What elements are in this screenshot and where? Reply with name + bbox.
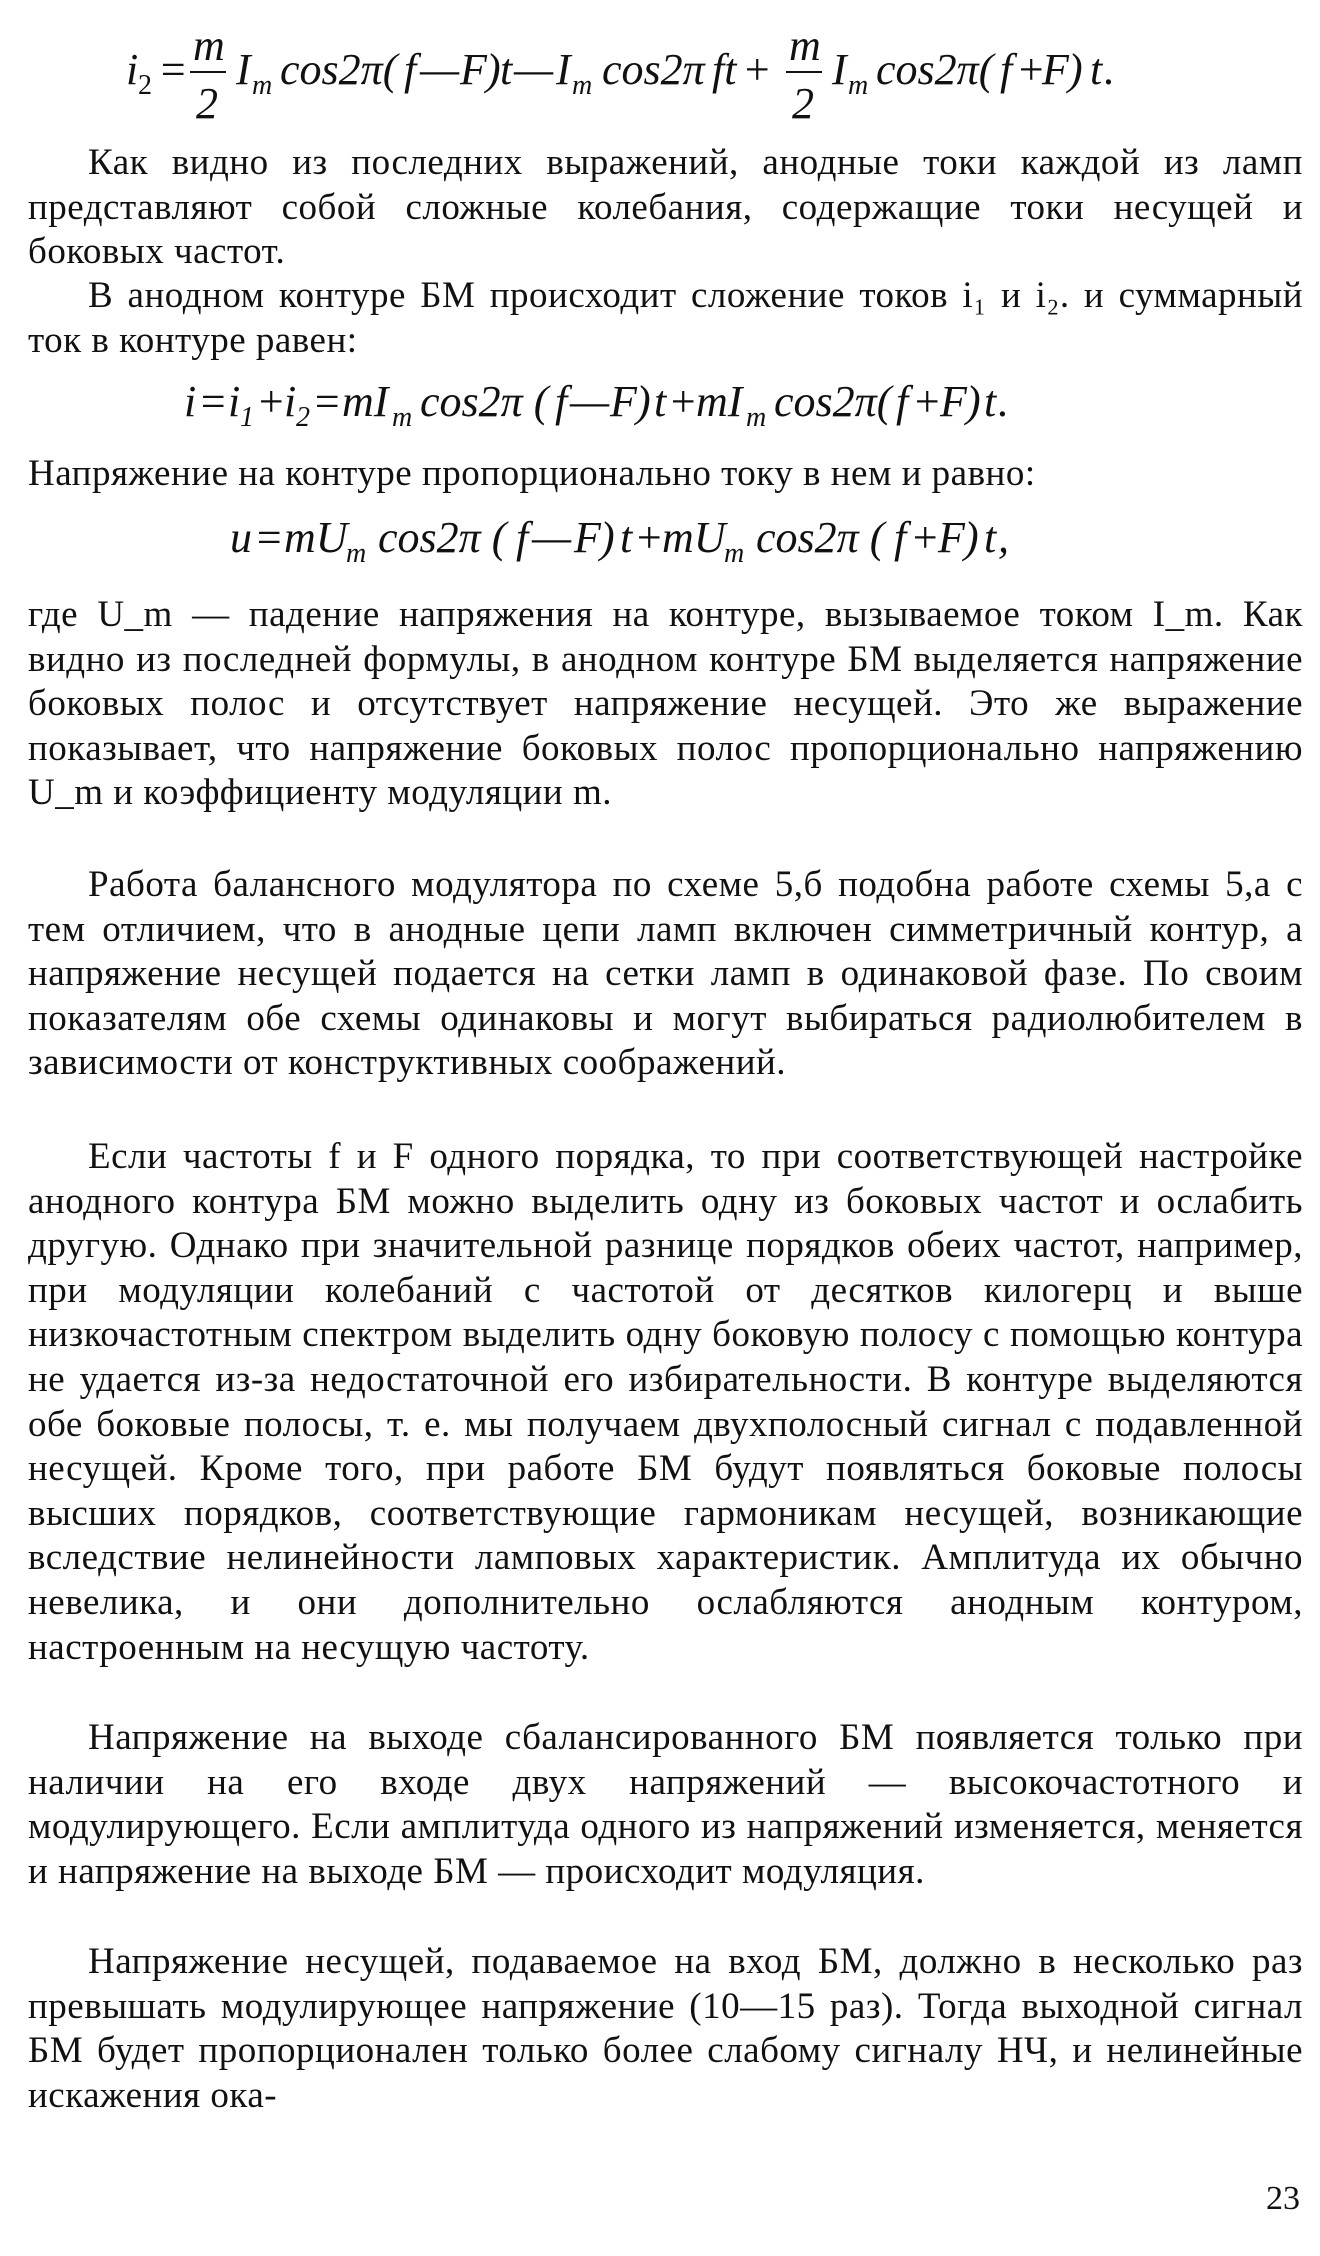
paragraph-anode-currents: Как видно из последних выражений, анодные токи каждой из ламп представляют собой сложные колебания, содержащие токи несущей и боковых частот. (28, 142, 1303, 273)
svg-text:+: + (912, 377, 942, 426)
paragraph-voltage-drop: где U_m — падение напряжения на контуре, вызываемое током I_m. Как видно из последней формулы, в анодном контуре БМ выделяется напряжение боковых полос и отсутствует напряжение несущей. Это же выражение показывает, что напряжение боковых полос пропорционально напряжению U_m и коэффициенту модуляции m. (28, 594, 1303, 814)
svg-text:i: i (284, 377, 297, 426)
svg-text:cos2π(: cos2π( (774, 377, 892, 426)
svg-text:.: . (998, 377, 1009, 426)
svg-text:F: F (938, 513, 965, 562)
formula-u-render (0, 506, 1320, 576)
svg-text:cos2π: cos2π (602, 45, 705, 94)
svg-text:m: m (252, 70, 273, 101)
svg-text:=: = (312, 377, 342, 426)
svg-text:+: + (1016, 45, 1046, 94)
svg-text:+: + (742, 45, 772, 94)
formula-i2-render (0, 18, 1320, 128)
svg-text:t: t (620, 513, 633, 562)
svg-text:f: f (555, 377, 568, 426)
paragraph-carrier-voltage: Напряжение несущей, подаваемое на вход БМ, должно в несколько раз превышать модулирующее напряжение (10—15 раз). Тогда выходной сигнал БМ будет пропорционален только более слабому сигналу НЧ, и нелинейные искажения ока- (28, 1941, 1303, 2116)
paragraph-sideband-selection: Если частоты f и F одного порядка, то при соответствующей настройке анодного контура БМ можно выделить одну из боковых частот и ослабить другую. Однако при значительной разнице порядков обеих частот, например, при модуляции колебаний с частотой от десятков килогерц и выше низкочастотным спектром выделить одну боковую полосу с помощью контура не удается из-за недостаточной его избирательности. В контуре выделяются обе боковые полосы, т. е. мы получаем двухполосный сигнал с подавленной несущей. Кроме того, при работе БМ будут появляться боковые полосы высших порядков, соответствующие гармоникам несущей, возникающие вследствие нелинейности ламповых характеристик. Амплитуда их обычно невелика, и они дополнительно ослабляются анодным контуром, настроенным на несущую частоту. (28, 1136, 1303, 1668)
svg-text:m: m (193, 21, 225, 70)
svg-text:2: 2 (196, 79, 218, 128)
paragraph-current-sum: В анодном контуре БМ происходит сложение токов i₁ и i₂. и суммарный ток в контуре равен: (28, 275, 1303, 361)
svg-text:+: + (634, 513, 664, 562)
svg-text:): ) (964, 513, 979, 562)
formula-i-total-render (0, 370, 1320, 440)
paragraph-output-voltage: Напряжение на выходе сбалансированного БМ появляется только при наличии на его входе двух напряжений — высокочастотного и модулирующего. Если амплитуда одного из напряжений изменяется, меняется и напряжение на выходе БМ — происходит модуляция. (28, 1717, 1303, 1892)
svg-text:m: m (392, 402, 413, 433)
svg-text:F: F (574, 513, 601, 562)
svg-text:t: t (654, 377, 667, 426)
svg-text:mI: mI (342, 377, 389, 426)
svg-text:): ) (966, 377, 981, 426)
svg-text:—: — (514, 45, 554, 94)
svg-text:2: 2 (138, 70, 152, 101)
svg-text:): ) (636, 377, 651, 426)
svg-text:+: + (910, 513, 940, 562)
svg-text:—: — (532, 513, 572, 562)
svg-text:m: m (746, 402, 767, 433)
svg-text:mU: mU (284, 513, 348, 562)
svg-text:cos2π (: cos2π ( (756, 513, 885, 562)
svg-text:u: u (230, 513, 252, 562)
svg-text:—: — (420, 45, 460, 94)
svg-text:1: 1 (240, 402, 254, 433)
svg-text:I: I (556, 45, 571, 94)
svg-text:): ) (1068, 45, 1083, 94)
svg-text:cos2π (: cos2π ( (420, 377, 549, 426)
svg-text:m: m (572, 70, 593, 101)
svg-text:,: , (998, 513, 1009, 562)
svg-text:.: . (1104, 45, 1115, 94)
paragraph-balanced-modulator: Работа балансного модулятора по схеме 5,б подобна работе схемы 5,а с тем отличием, что в анодные цепи ламп включен симметричный контур, а напряжение несущей подается на сетки ламп в одинаковой фазе. По своим показателям обе схемы одинаковы и могут выбираться радиолюбителем в зависимости от конструктивных соображений. (28, 864, 1303, 1084)
formula-u (0, 506, 1320, 587)
svg-text:ft: ft (712, 45, 737, 94)
svg-text:—: — (570, 377, 610, 426)
svg-text:=: = (198, 377, 228, 426)
svg-text:t: t (500, 45, 513, 94)
svg-text:f: f (516, 513, 529, 562)
svg-text:i: i (184, 377, 197, 426)
formula-i2 (0, 18, 1320, 139)
paragraph-voltage-intro: Напряжение на контуре пропорционально току в нем и равно: (28, 453, 1036, 494)
formula-i-total (0, 370, 1320, 451)
svg-text:mU: mU (662, 513, 726, 562)
svg-text:m: m (724, 538, 745, 569)
svg-text:F: F (610, 377, 637, 426)
svg-text:F: F (940, 377, 967, 426)
svg-text:f: f (894, 513, 907, 562)
svg-text:=: = (254, 513, 284, 562)
svg-text:i: i (228, 377, 241, 426)
svg-text:mI: mI (696, 377, 743, 426)
svg-text:cos2π(: cos2π( (280, 45, 398, 94)
svg-text:F: F (1042, 45, 1069, 94)
svg-text:2: 2 (296, 402, 310, 433)
svg-text:=: = (158, 45, 188, 94)
svg-text:I: I (832, 45, 847, 94)
svg-text:t: t (984, 377, 997, 426)
svg-text:I: I (236, 45, 251, 94)
svg-text:m: m (789, 21, 821, 70)
svg-text:+: + (668, 377, 698, 426)
svg-text:m: m (848, 70, 869, 101)
svg-text:cos2π(: cos2π( (876, 45, 994, 94)
svg-text:t: t (1090, 45, 1103, 94)
svg-text:f: f (896, 377, 909, 426)
svg-text:+: + (256, 377, 286, 426)
svg-text:t: t (984, 513, 997, 562)
svg-text:f: f (404, 45, 417, 94)
svg-text:i: i (126, 45, 139, 94)
svg-text:2: 2 (792, 79, 814, 128)
svg-text:): ) (486, 45, 501, 94)
page-number: 23 (1266, 2180, 1300, 2217)
svg-text:cos2π (: cos2π ( (378, 513, 507, 562)
svg-text:F: F (460, 45, 487, 94)
svg-text:): ) (600, 513, 615, 562)
svg-text:f: f (1000, 45, 1013, 94)
svg-text:m: m (346, 538, 367, 569)
